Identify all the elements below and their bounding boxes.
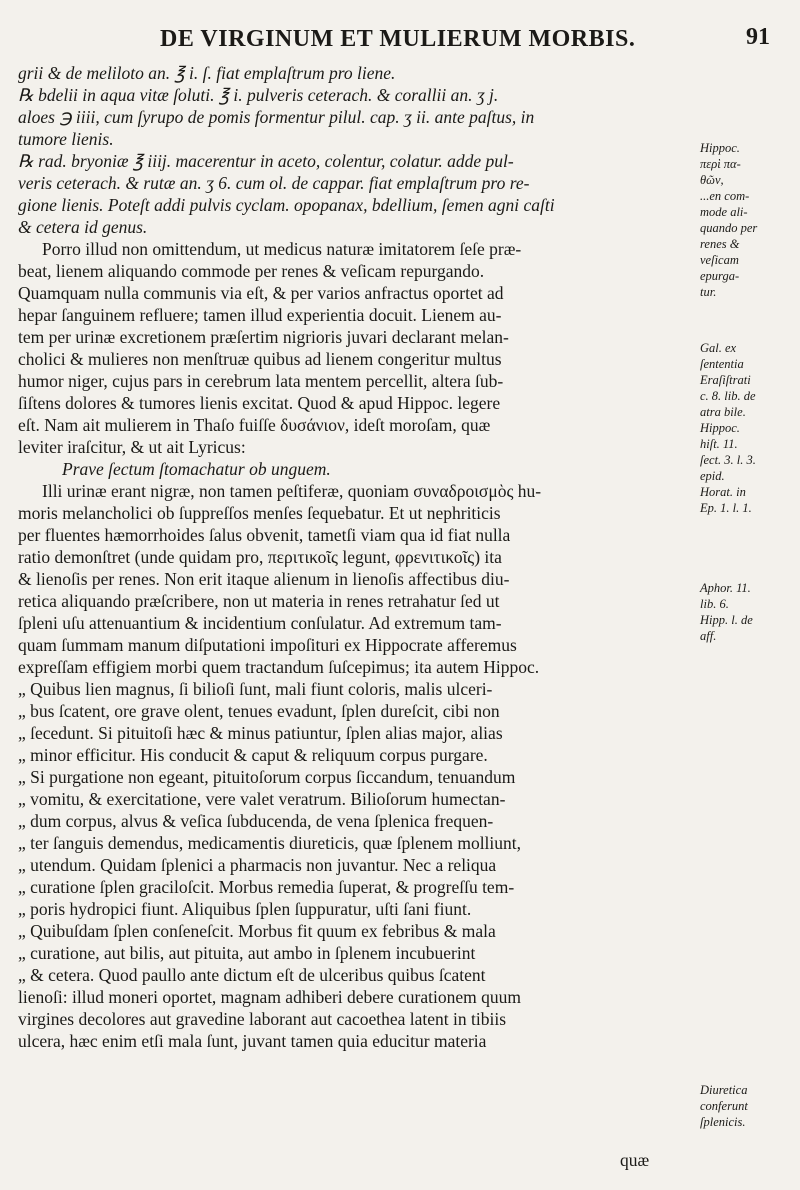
text-line: & cetera id genus. [18, 217, 148, 237]
page-number: 91 [746, 24, 770, 50]
margin-note-line: Ep. 1. l. 1. [700, 501, 752, 515]
margin-note-aphorism [700, 580, 798, 644]
page-header [40, 20, 780, 60]
text-line: retica aliquando præſcribere, non ut materia in renes retrahatur ſed ut [18, 591, 500, 611]
text-line: ſpleni uſu attenuantium & incidentium conſulatur. Ad extremum tam- [18, 613, 502, 633]
text-line: „ minor efficitur. His conducit & caput & reliquum corpus purgare. [18, 745, 488, 765]
text-line: ratio demonſtret (unde quidam pro, περιτικοῖς legunt, φρενιτικοῖς) ita [18, 547, 502, 567]
text-line: aloes ℈ iiii, cum ſyrupo de pomis formentur pilul. cap. ʒ ii. ante paſtus, in [18, 107, 535, 127]
margin-note-line: tur. [700, 285, 717, 299]
margin-note-line: lib. 6. [700, 597, 729, 611]
text-line: „ curatione ſplen graciloſcit. Morbus remedia ſuperat, & progreſſu tem- [18, 877, 515, 897]
margin-note-line: aff. [700, 629, 717, 643]
text-line: tumore lienis. [18, 129, 114, 149]
text-line: eſt. Nam ait mulierem in Thaſo fuiſſe δυσάνιον, ideſt moroſam, quæ [18, 415, 491, 435]
text-line: & lienoſis per renes. Non erit itaque alienum in lienoſis affectibus diu- [18, 569, 510, 589]
text-line: gione lienis. Poteſt addi pulvis cyclam. opopanax, bdellium, ſemen agni caſti [18, 195, 555, 215]
margin-note-line: Aphor. 11. [700, 581, 751, 595]
margin-note-line: περὶ πα- [700, 157, 741, 171]
text-line: virgines decolores aut gravedine laborant aut cacoethea latent in tibiis [18, 1009, 507, 1029]
text-line: tem per urinæ excretionem præſertim nigrioris juvari declarant melan- [18, 327, 509, 347]
text-line: Quamquam nulla communis via eſt, & per varios anfractus oportet ad [18, 283, 504, 303]
text-line: „ ter ſanguis demendus, medicamentis diureticis, quæ ſplenem molliunt, [18, 833, 522, 853]
margin-note-hippocrates [700, 140, 798, 300]
text-line: Illi urinæ erant nigræ, non tamen peſtiferæ, quoniam συναδροισμὸς hu- [42, 481, 542, 501]
text-line: „ vomitu, & exercitatione, vere valet veratrum. Bilioſorum humectan- [18, 789, 506, 809]
text-line: „ utendum. Quidam ſplenici a pharmacis non juvantur. Nec a reliqua [18, 855, 497, 875]
text-line: „ dum corpus, alvus & veſica ſubducenda, de vena ſplenica frequen- [18, 811, 494, 831]
text-line: Prave ſectum ſtomachatur ob unguem. [62, 459, 331, 479]
margin-note-line: Gal. ex [700, 341, 737, 355]
text-line: „ Si purgatione non egeant, pituitoſorum corpus ſiccandum, tenuandum [18, 767, 516, 787]
margin-note-line: Hippoc. [700, 141, 740, 155]
text-line: ℞ bdelii in aqua vitæ ſoluti. ℥ i. pulveris ceterach. & corallii an. ʒ j. [18, 85, 499, 105]
margin-note-line: mode ali- [700, 205, 748, 219]
margin-note-line: Horat. in [700, 485, 746, 499]
margin-note-line: θῶν, [700, 173, 724, 187]
text-line: ulcera, hæc enim etſi mala ſunt, juvant tamen quia educitur materia [18, 1031, 487, 1051]
margin-note-line: conferunt [700, 1099, 748, 1113]
margin-note-line: ſect. 3. l. 3. [700, 453, 756, 467]
text-line: per fluentes hæmorrhoides ſalus obvenit, tametſi viam qua id fiat nulla [18, 525, 511, 545]
text-line: moris melancholici ob ſuppreſſos menſes ſequebatur. Et ut nephriticis [18, 503, 501, 523]
margin-note-line: veſicam [700, 253, 739, 267]
text-line: quam ſummam manum diſputationi impoſituri ex Hippocrate afferemus [18, 635, 517, 655]
margin-note-line: Hipp. l. de [700, 613, 753, 627]
text-line: humor niger, cujus pars in cerebrum lata mentem percellit, altera ſub- [18, 371, 504, 391]
running-title: DE VIRGINUM ET MULIERUM MORBIS. [160, 26, 636, 52]
text-line: „ & cetera. Quod paullo ante dictum eſt de ulceribus quibus ſcatent [18, 965, 486, 985]
margin-note-line: ſententia [700, 357, 744, 371]
main-text-block [18, 62, 696, 1052]
text-line: veris ceterach. & rutæ an. ʒ 6. cum ol. de cappar. fiat emplaſtrum pro re- [18, 173, 530, 193]
margin-note-line: epid. [700, 469, 725, 483]
text-line: cholici & mulieres non menſtruæ quibus ad lienem congeritur multus [18, 349, 502, 369]
margin-note-diuretica [700, 1082, 798, 1130]
text-line: lienoſi: illud moneri oportet, magnam adhiberi debere curationem quum [18, 987, 521, 1007]
text-line: Porro illud non omittendum, ut medicus naturæ imitatorem ſeſe præ- [42, 239, 522, 259]
margin-note-line: hiſt. 11. [700, 437, 738, 451]
margin-note-line: Diuretica [700, 1083, 748, 1097]
text-line: „ bus ſcatent, ore grave olent, tenues evadunt, ſplen dureſcit, cibi non [18, 701, 500, 721]
margin-note-line: ſplenicis. [700, 1115, 746, 1129]
margin-note-line: Hippoc. [700, 421, 740, 435]
catchword: quæ [620, 1150, 650, 1170]
text-line: ℞ rad. bryoniæ ℥ iiij. macerentur in aceto, colentur, colatur. adde pul- [18, 151, 514, 171]
text-line: „ Quibuſdam ſplen conſeneſcit. Morbus fit quum ex febribus & mala [18, 921, 496, 941]
text-line: „ ſecedunt. Si pituitoſi hæc & minus patiuntur, ſplen alias major, alias [18, 723, 503, 743]
margin-note-line: ...en com- [700, 189, 750, 203]
text-line: beat, lienem aliquando commode per renes & veſicam repurgando. [18, 261, 485, 281]
margin-note-line: c. 8. lib. de [700, 389, 756, 403]
text-line: „ Quibus lien magnus, ſi bilioſi ſunt, mali fiunt coloris, malis ulceri- [18, 679, 493, 699]
text-line: „ poris hydropici fiunt. Aliquibus ſplen ſuppuratur, uſti ſani fiunt. [18, 899, 472, 919]
margin-note-line: Eraſiſtrati [700, 373, 751, 387]
margin-note-galen [700, 340, 798, 516]
margin-note-line: quando per [700, 221, 758, 235]
text-line: expreſſam effigiem morbi quem tractandum ſuſcepimus; ita autem Hippoc. [18, 657, 540, 677]
margin-note-line: renes & [700, 237, 740, 251]
text-line: „ curatione, aut bilis, aut pituita, aut ambo in ſplenem incubuerint [18, 943, 476, 963]
margin-note-line: epurga- [700, 269, 740, 283]
margin-note-line: atra bile. [700, 405, 746, 419]
text-line: hepar ſanguinem refluere; tamen illud experientia docuit. Lienem au- [18, 305, 502, 325]
text-line: ſiſtens dolores & tumores lienis excitat. Quod & apud Hippoc. legere [18, 393, 501, 413]
text-line: leviter iraſcitur, & ut ait Lyricus: [18, 437, 246, 457]
text-line: grii & de meliloto an. ℥ i. ſ. fiat emplaſtrum pro liene. [18, 63, 396, 83]
